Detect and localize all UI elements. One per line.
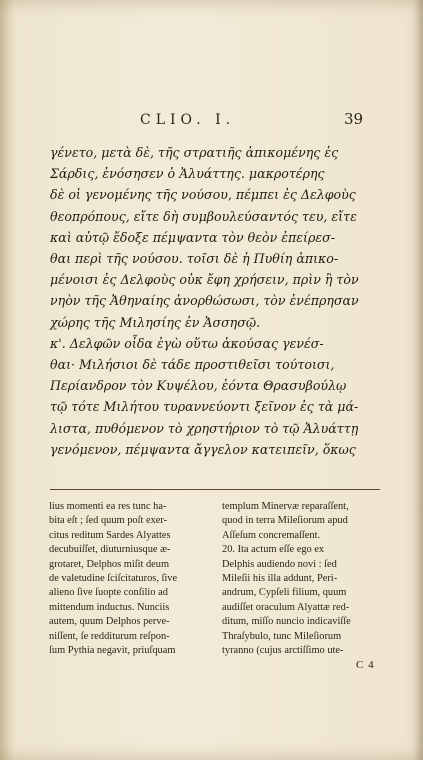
latin-line: ditum, miſſo nuncio indicaviſſe xyxy=(222,616,351,628)
footnote-divider xyxy=(50,489,380,490)
latin-line: ſum Pythia negavit, priuſquam xyxy=(49,645,176,657)
latin-line: andrum, Cypſeli filium, quum xyxy=(222,587,347,599)
latin-line: decubuiſſet, diuturniusque æ- xyxy=(49,544,171,556)
greek-line: χώρης τῆς Μιλησίης ἐν Ἀσσησῷ. xyxy=(50,314,261,330)
latin-line: niſſent, ſe redditurum reſpon- xyxy=(49,630,170,642)
latin-line: de valetudine ſciſcitaturos, ſive xyxy=(49,573,178,585)
latin-line: tyranno (cujus arctiſſimo ute- xyxy=(222,645,344,657)
greek-line: δὲ οἱ γενομένης τῆς νούσου, πέμπει ἐς Δελφοὺς xyxy=(50,187,356,203)
latin-line: bita eſt ; ſed quum poſt exer- xyxy=(49,515,168,527)
greek-line: νηὸν τῆς Ἀθηναίης ἀνορθώσωσι, τὸν ἐνέπρησαν xyxy=(50,293,359,309)
greek-line: θαι περὶ τῆς νούσου. τοῖσι δὲ ἡ Πυθίη ἀπικο- xyxy=(50,251,339,267)
greek-line: γένετο, μετὰ δὲ, τῆς στρατιῆς ἀπικομένης ἐς xyxy=(50,145,339,160)
latin-line: 20. Ita actum eſſe ego ex xyxy=(222,544,325,556)
latin-line: grotaret, Delphos miſit deum xyxy=(49,558,170,570)
greek-line: γενόμενον, πέμψαντα ἄγγελον κατειπεῖν, ὅκως xyxy=(50,441,356,457)
latin-line: Delphis audiendo novi : ſed xyxy=(222,558,337,570)
latin-line: Thraſybulo, tunc Mileſiorum xyxy=(222,630,342,642)
latin-column-left xyxy=(49,500,209,658)
page-header xyxy=(0,112,423,134)
latin-line: citus reditum Sardes Alyattes xyxy=(49,529,171,541)
latin-line: Aſſeſum concremaſſent. xyxy=(222,529,321,541)
latin-line: audiſſet oraculum Alyattæ red- xyxy=(222,601,350,613)
greek-line: κ'. Δελφῶν οἶδα ἐγὼ οὕτω ἀκούσας γενέσ- xyxy=(50,335,324,351)
greek-line: καὶ αὐτῷ ἔδοξε πέμψαντα τὸν θεὸν ἐπείρεσ- xyxy=(50,229,335,245)
latin-line: alieno ſive ſuopte conſilio ad xyxy=(49,587,168,599)
greek-text-block xyxy=(50,142,380,460)
greek-line: λιστα, πυθόμενον τὸ χρηστήριον τὸ τῷ Ἀλυάττῃ xyxy=(50,420,359,436)
greek-line: μένοισι ἐς Δελφοὺς οὐκ ἔφη χρήσειν, πρὶν ἢ τὸν xyxy=(50,272,359,288)
latin-line: quod in terra Mileſiorum apud xyxy=(222,515,348,527)
signature-mark: C 4 xyxy=(356,659,375,671)
latin-line: templum Minervæ reparaſſent, xyxy=(222,501,349,512)
latin-line: lius momenti ea res tunc ha- xyxy=(49,501,167,512)
latin-column-right xyxy=(222,500,382,658)
greek-line: θεοπρόπους, εἴτε δὴ συμβουλεύσαντός τευ, εἴτε xyxy=(50,208,357,224)
latin-line: mittendum inductus. Nunciis xyxy=(49,601,170,613)
latin-line: autem, quum Delphos perve- xyxy=(49,616,170,628)
running-head: CLIO. I. xyxy=(140,112,236,128)
greek-line: Σάρδις, ἐνόσησεν ὁ Ἀλυάττης. μακροτέρης xyxy=(50,166,325,182)
greek-line: θαι· Μιλήσιοι δὲ τάδε προστιθεῖσι τούτοισι, xyxy=(50,357,335,373)
greek-line: τῷ τότε Μιλήτου τυραννεύοντι ξεῖνον ἐς τὰ μά- xyxy=(50,399,359,415)
greek-line: Περίανδρον τὸν Κυψέλου, ἐόντα Θρασυβούλῳ xyxy=(50,378,347,394)
page-number: 39 xyxy=(344,110,364,128)
latin-line: Mileſii his illa addunt, Peri- xyxy=(222,573,338,585)
